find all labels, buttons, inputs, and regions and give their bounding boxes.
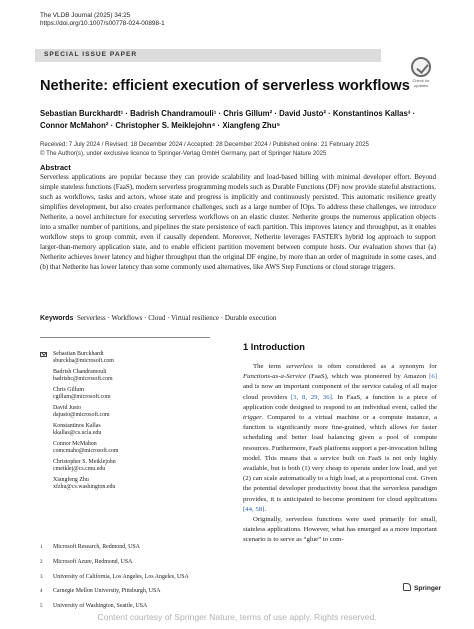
citation-link[interactable]: [6] <box>429 373 437 381</box>
check-for-updates-badge[interactable] <box>407 57 435 88</box>
affiliation-text: Microsoft Research, Redmond, USA <box>53 544 140 550</box>
check-updates-icon <box>411 57 431 77</box>
affiliation-number: 3 <box>40 574 43 580</box>
email-author-name: Xiangfeng Zhu <box>53 477 89 483</box>
email-entry <box>40 477 235 492</box>
affiliation-number: 5 <box>40 604 43 610</box>
journal-citation: The VLDB Journal (2025) 34:25 <box>40 12 131 19</box>
email-entry <box>40 369 235 384</box>
affiliation-item <box>40 588 240 603</box>
intro-text: . <box>264 505 267 513</box>
affiliation-number: 4 <box>40 589 43 595</box>
email-address[interactable]: cmeiklej@cs.cmu.edu <box>53 466 106 473</box>
keywords <box>40 314 276 322</box>
email-address[interactable]: badrishc@microsoft.com <box>53 376 113 383</box>
email-author-name: David Justo <box>53 405 81 411</box>
journal-info <box>40 12 165 28</box>
affiliation-item <box>40 559 240 574</box>
affiliation-number: 1 <box>40 545 43 550</box>
envelope-icon <box>40 352 47 357</box>
email-address[interactable]: comcmaho@microsoft.com <box>53 448 119 455</box>
authors-line-1: Sebastian Burckhardt¹ · Badrish Chandramouli¹ · Chris Gillum² · David Justo² · Konstantinos Kallas³ · <box>40 109 416 118</box>
doi-link[interactable]: https://doi.org/10.1007/s00778-024-00898-1 <box>40 20 165 27</box>
keywords-list: Serverless · Workflows · Cloud · Virtual resilience · Durable execution <box>76 314 277 322</box>
email-address[interactable]: cgillum@microsoft.com <box>53 394 111 401</box>
keywords-label: Keywords <box>40 315 74 322</box>
email-author-name: Konstantinos Kallas <box>53 423 101 429</box>
introduction-heading: 1 Introduction <box>243 342 305 352</box>
courtesy-footer: Content courtesy of Springer Nature, terms of use apply. Rights reserved. <box>97 612 377 622</box>
email-entry <box>40 441 235 456</box>
intro-emphasis: serverless <box>285 363 313 370</box>
email-address[interactable]: dajusto@microsoft.com <box>53 412 110 419</box>
publisher-logo <box>403 583 441 592</box>
intro-text: . Compared to a virtual machine or a compute instance, a function is significantly more fine-grained, which allows for faster scheduling and better load balancing given a pool of compute resources. Furthermore, FaaS platforms support a per-invocation billing model. This means that a service built on FaaS is not only highly available, but is both (1) very cheap to operate under low load, and yet (2) can scale automatically to a high load, at a proportional cost. Given the potential developer productivity boost that the serverless paradigm provides, it is anticipated to become prominent for cloud applications <box>243 414 437 503</box>
citation-link[interactable]: [44, 58] <box>243 505 265 513</box>
intro-text: The term <box>253 363 286 370</box>
intro-text: and is now an important component of the service catalog of all major cloud providers <box>243 383 437 401</box>
springer-horse-icon <box>403 583 411 591</box>
affiliation-text: Carnegie Mellon University, Pittsburgh, USA <box>53 588 161 595</box>
email-address[interactable]: sburckha@microsoft.com <box>53 358 114 365</box>
email-entry <box>40 351 235 366</box>
affiliation-text: Microsoft Azure, Redmond, USA <box>53 558 133 565</box>
author-list <box>40 108 440 132</box>
email-entry <box>40 423 235 438</box>
affiliation-text: University of California, Los Angeles, Los Angeles, USA <box>53 573 189 580</box>
footnote-divider <box>40 337 210 338</box>
email-author-name: Sebastian Burckhardt <box>53 351 104 357</box>
copyright-line: © The Author(s), under exclusive licence to Springer-Verlag GmbH Germany, part of Springer Nature 2025 <box>40 150 327 157</box>
authors-line-2: Connor McMahon² · Christopher S. Meiklejohn⁴ · Xiangfeng Zhu⁵ <box>40 121 281 130</box>
email-entry <box>40 405 235 420</box>
banner-label: SPECIAL ISSUE PAPER <box>44 51 138 58</box>
intro-emphasis: Functions-as-a-Service <box>243 373 306 381</box>
publication-dates <box>40 140 369 158</box>
email-entry <box>40 387 235 402</box>
intro-text: . In FaaS, a function is a piece of application code designed to respond to an individual event, called the <box>243 393 437 411</box>
affiliation-number: 2 <box>40 559 43 565</box>
intro-emphasis: trigger <box>243 414 262 422</box>
intro-text: is often considered as a synonym for <box>312 363 437 370</box>
introduction-body <box>243 362 437 546</box>
intro-paragraph-1 <box>243 362 437 515</box>
email-address[interactable]: xfzhu@cs.washington.edu <box>53 484 116 491</box>
email-author-name: Connor McMahon <box>53 441 97 447</box>
citation-link[interactable]: [3, 8, 29, 36] <box>290 393 332 401</box>
paper-title: Netherite: efficient execution of serverless workflows <box>40 78 410 94</box>
email-entry <box>40 459 235 474</box>
abstract-heading: Abstract <box>40 163 71 172</box>
publisher-name: Springer <box>414 585 442 592</box>
intro-paragraph-2: Originally, serverless functions were used primarily for small, stateless applications. However, what has emerged as a more important scenario is to serve as “glue” to com- <box>243 516 437 544</box>
email-author-name: Chris Gillum <box>53 387 84 393</box>
abstract-text: Serverless applications are popular because they can provide scalability and load-based billing with minimal developer effort. Beyond simple stateless functions (FaaS), modern serverless programming models such as Durable Functions (DF) now provide stateful abstractions, such as workflows, tasks and actors, whose state and progress is implicitly and continuously persisted. This automatic resilience greatly simplifies development, but also creates performance challenges, such as a large number of IOps. To address these challenges, we introduce Netherite, a novel architecture for executing serverless workflows on an elastic cluster. Netherite groups the numerous application objects into a smaller number of partitions, and pipelines the state persistence of each partition. This improves latency and throughput, as it enables workflow steps to group commit, even if causally dependent. Moreover, Netherite leverages FASTER's hybrid log approach to support larger-than-memory application state, and to enable efficient partition movement between compute hosts. Our evaluation shows that (a) Netherite achieves lower latency and higher throughput than the original DF engine, by more than an order of magnitude in some cases, and (b) that Netherite has lower latency than some commonly used alternatives, like AWS Step Functions or cloud storage triggers. <box>40 173 436 272</box>
affiliation-item <box>40 574 240 589</box>
affiliation-text: University of Washington, Seattle, USA <box>53 603 148 610</box>
affiliation-item <box>40 544 240 559</box>
special-issue-banner <box>35 49 381 62</box>
check-updates-label: Check for updates <box>412 78 430 88</box>
affiliations <box>40 544 240 618</box>
email-author-name: Christopher S. Meiklejohn <box>53 459 116 465</box>
author-emails <box>40 351 235 495</box>
intro-text: (FaaS), which was pioneered by Amazon <box>305 373 430 381</box>
email-address[interactable]: kkallas@cs.ucla.edu <box>53 430 102 437</box>
dates-line: Received: 7 July 2024 / Revised: 18 December 2024 / Accepted: 28 December 2024 / Published online: 21 February 2025 <box>40 141 369 148</box>
email-author-name: Badrish Chandramouli <box>53 369 107 375</box>
